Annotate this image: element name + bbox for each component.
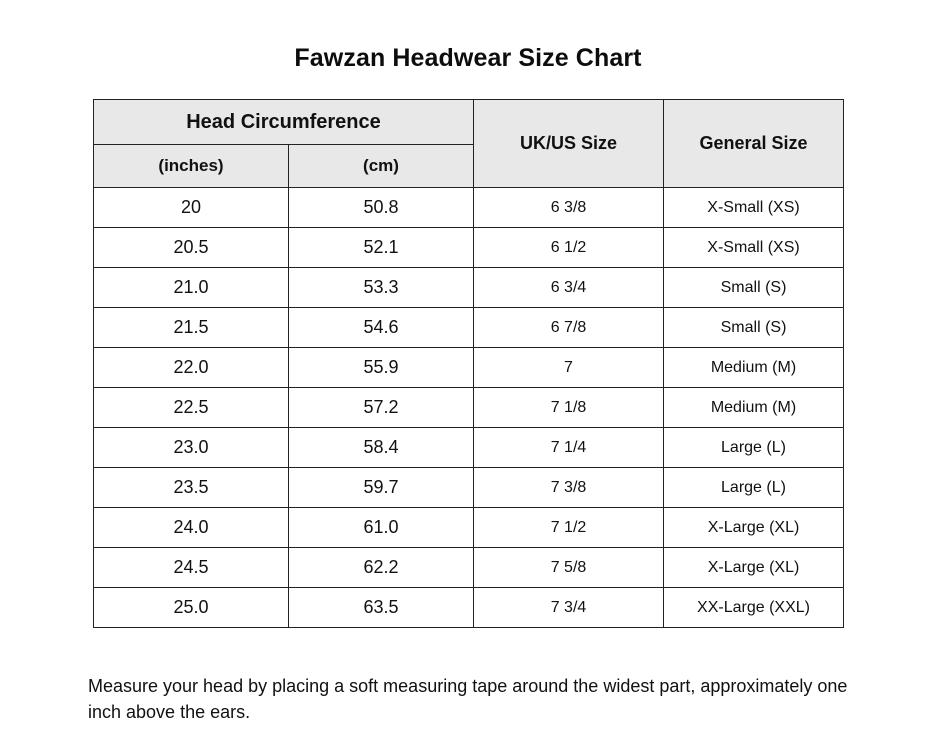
cell-general: X-Small (XS) bbox=[664, 188, 844, 228]
size-chart-table bbox=[93, 99, 844, 628]
cell-inches: 24.5 bbox=[94, 548, 289, 588]
cell-inches: 23.0 bbox=[94, 428, 289, 468]
table-row bbox=[94, 508, 844, 548]
cell-uk-us: 7 3/4 bbox=[474, 588, 664, 628]
cell-general: X-Small (XS) bbox=[664, 228, 844, 268]
cell-inches: 21.5 bbox=[94, 308, 289, 348]
cell-general: XX-Large (XXL) bbox=[664, 588, 844, 628]
cell-uk-us: 6 3/4 bbox=[474, 268, 664, 308]
table-row bbox=[94, 388, 844, 428]
cell-inches: 20 bbox=[94, 188, 289, 228]
measurement-instructions: Measure your head by placing a soft measuring tape around the widest part, approximately one inch above the ears. bbox=[88, 676, 848, 722]
cell-general: Medium (M) bbox=[664, 388, 844, 428]
cell-uk-us: 7 5/8 bbox=[474, 548, 664, 588]
cell-cm: 50.8 bbox=[289, 188, 474, 228]
table-header-row-group bbox=[94, 100, 844, 145]
cell-general: Large (L) bbox=[664, 468, 844, 508]
page-title: Fawzan Headwear Size Chart bbox=[294, 44, 642, 72]
header-cm: (cm) bbox=[289, 145, 474, 188]
cell-uk-us: 7 1/4 bbox=[474, 428, 664, 468]
size-chart-table-container bbox=[93, 99, 843, 628]
cell-uk-us: 7 bbox=[474, 348, 664, 388]
cell-uk-us: 7 1/2 bbox=[474, 508, 664, 548]
table-row bbox=[94, 228, 844, 268]
cell-uk-us: 7 1/8 bbox=[474, 388, 664, 428]
cell-cm: 57.2 bbox=[289, 388, 474, 428]
table-header bbox=[94, 100, 844, 188]
cell-cm: 58.4 bbox=[289, 428, 474, 468]
cell-inches: 24.0 bbox=[94, 508, 289, 548]
cell-inches: 22.0 bbox=[94, 348, 289, 388]
table-row bbox=[94, 588, 844, 628]
table-row bbox=[94, 268, 844, 308]
table-row bbox=[94, 428, 844, 468]
header-general-size: General Size bbox=[664, 100, 844, 188]
cell-general: X-Large (XL) bbox=[664, 508, 844, 548]
cell-general: Medium (M) bbox=[664, 348, 844, 388]
cell-inches: 22.5 bbox=[94, 388, 289, 428]
cell-cm: 55.9 bbox=[289, 348, 474, 388]
cell-inches: 25.0 bbox=[94, 588, 289, 628]
table-body bbox=[94, 188, 844, 628]
cell-uk-us: 6 3/8 bbox=[474, 188, 664, 228]
table-row bbox=[94, 188, 844, 228]
header-inches: (inches) bbox=[94, 145, 289, 188]
cell-cm: 63.5 bbox=[289, 588, 474, 628]
header-uk-us-size: UK/US Size bbox=[474, 100, 664, 188]
cell-inches: 20.5 bbox=[94, 228, 289, 268]
table-row bbox=[94, 548, 844, 588]
cell-uk-us: 6 7/8 bbox=[474, 308, 664, 348]
cell-cm: 52.1 bbox=[289, 228, 474, 268]
cell-inches: 21.0 bbox=[94, 268, 289, 308]
cell-cm: 54.6 bbox=[289, 308, 474, 348]
cell-general: Small (S) bbox=[664, 268, 844, 308]
table-row bbox=[94, 348, 844, 388]
table-row bbox=[94, 308, 844, 348]
cell-cm: 61.0 bbox=[289, 508, 474, 548]
table-row bbox=[94, 468, 844, 508]
cell-general: Large (L) bbox=[664, 428, 844, 468]
header-head-circumference: Head Circumference bbox=[94, 100, 474, 145]
cell-cm: 53.3 bbox=[289, 268, 474, 308]
cell-uk-us: 7 3/8 bbox=[474, 468, 664, 508]
cell-general: X-Large (XL) bbox=[664, 548, 844, 588]
cell-cm: 59.7 bbox=[289, 468, 474, 508]
cell-uk-us: 6 1/2 bbox=[474, 228, 664, 268]
cell-cm: 62.2 bbox=[289, 548, 474, 588]
cell-inches: 23.5 bbox=[94, 468, 289, 508]
cell-general: Small (S) bbox=[664, 308, 844, 348]
